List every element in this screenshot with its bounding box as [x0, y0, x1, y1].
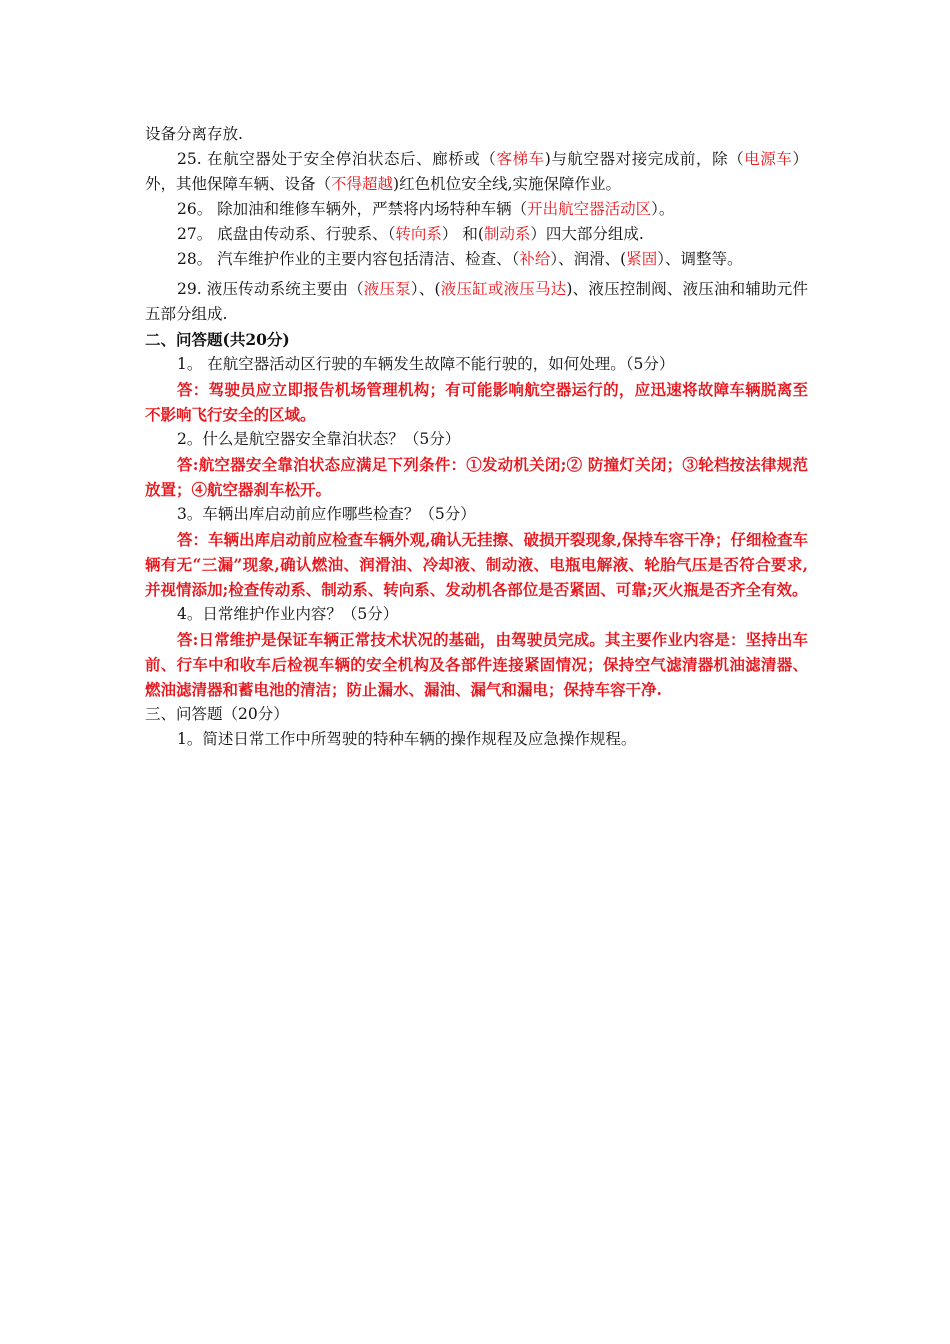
q27-text-a: 27。 底盘由传动系、行驶系、（ [177, 225, 396, 243]
q29-text-e: )、液压控制阀、液压油和辅助元件五部分组成. [145, 280, 808, 323]
q27-text-c: ） 和( [441, 225, 484, 243]
document-body [145, 122, 808, 752]
qa4-answer: 答:日常维护是保证车辆正常技术状况的基础，由驾驶员完成。其主要作业内容是：坚持出车前、行车中和收车后检视车辆的安全机构及各部件连接紧固情况；保持空气滤清器机油滤清器、燃油滤清器和蓄电池的清洁；防止漏水、漏油、漏气和漏电；保持车容干净. [145, 630, 808, 699]
q26-text-c: ）。 [651, 200, 675, 218]
qa4-question: 4。日常维护作业内容？（5分） [177, 605, 399, 623]
q27-answer-2: 制动系 [483, 225, 531, 243]
q25-answer-2: 电源车 [744, 150, 793, 168]
qa3-question: 3。车辆出库启动前应作哪些检查？（5分） [177, 505, 476, 523]
question-29 [145, 277, 808, 327]
q25-answer-3: 不得超越 [331, 175, 394, 193]
q25-text-e: ）外，其他保障车辆、设备（ [145, 150, 808, 193]
q25-text-a: 25. 在航空器处于安全停泊状态后、廊桥或（ [177, 150, 497, 168]
q25-text-c: )与航空器对接完成前，除（ [544, 150, 745, 168]
q29-answer-2: 液压缸或液压马达 [440, 280, 567, 298]
q28-answer-2: 紧固 [626, 250, 658, 268]
qa2-question: 2。什么是航空器安全靠泊状态？（5分） [177, 430, 461, 448]
q27-answer-1: 转向系 [395, 225, 442, 243]
qa2-answer: 答:航空器安全靠泊状态应满足下列条件：①发动机关闭;② 防撞灯关闭；③轮档按法律规范放置；④航空器刹车松开。 [145, 455, 808, 499]
qa3-answer: 答：车辆出库启动前应检查车辆外观,确认无挂擦、破损开裂现象,保持车容干净；仔细检查车辆有无“三漏”现象,确认燃油、润滑油、冷却液、制动液、电瓶电解液、轮胎气压是否符合要求,并视情添加;检查传动系、制动系、转向系、发动机各部位是否紧固、可靠;灭火瓶是否齐全有效。 [145, 530, 808, 599]
question-25 [145, 147, 808, 197]
continuation-line [145, 122, 808, 147]
q28-text-a: 28。 汽车维护作业的主要内容包括清洁、检查、（ [177, 250, 520, 268]
q25-text-g: )红色机位安全线,实施保障作业。 [393, 175, 622, 193]
q29-answer-1: 液压泵 [363, 280, 411, 298]
section-heading-2: 二、问答题(共20分) [145, 330, 290, 349]
qa1-answer: 答：驾驶员应立即报告机场管理机构；有可能影响航空器运行的，应迅速将故障车辆脱离至不影响飞行安全的区域。 [145, 380, 808, 424]
section3-question-1: 1。简述日常工作中所驾驶的特种车辆的操作规程及应急操作规程。 [177, 730, 637, 748]
q26-text-a: 26。 除加油和维修车辆外，严禁将内场特种车辆（ [177, 200, 528, 218]
q29-text-a: 29. 液压传动系统主要由（ [177, 280, 364, 298]
q29-text-c: ）、( [410, 280, 441, 298]
question-27 [145, 222, 808, 247]
continuation-text: 设备分离存放. [145, 125, 243, 143]
question-26 [145, 197, 808, 222]
section-heading-3: 三、问答题（20分） [145, 705, 289, 723]
q28-text-e: ）、调整等。 [657, 250, 743, 268]
q27-text-e: ）四大部分组成. [530, 225, 644, 243]
q28-text-c: ）、润滑、( [550, 250, 627, 268]
q26-answer-1: 开出航空器活动区 [527, 200, 652, 218]
q28-answer-1: 补给 [519, 250, 551, 268]
q25-answer-1: 客梯车 [496, 150, 545, 168]
qa1-question: 1。 在航空器活动区行驶的车辆发生故障不能行驶的，如何处理。（5分） [177, 355, 675, 373]
question-28 [145, 247, 808, 272]
